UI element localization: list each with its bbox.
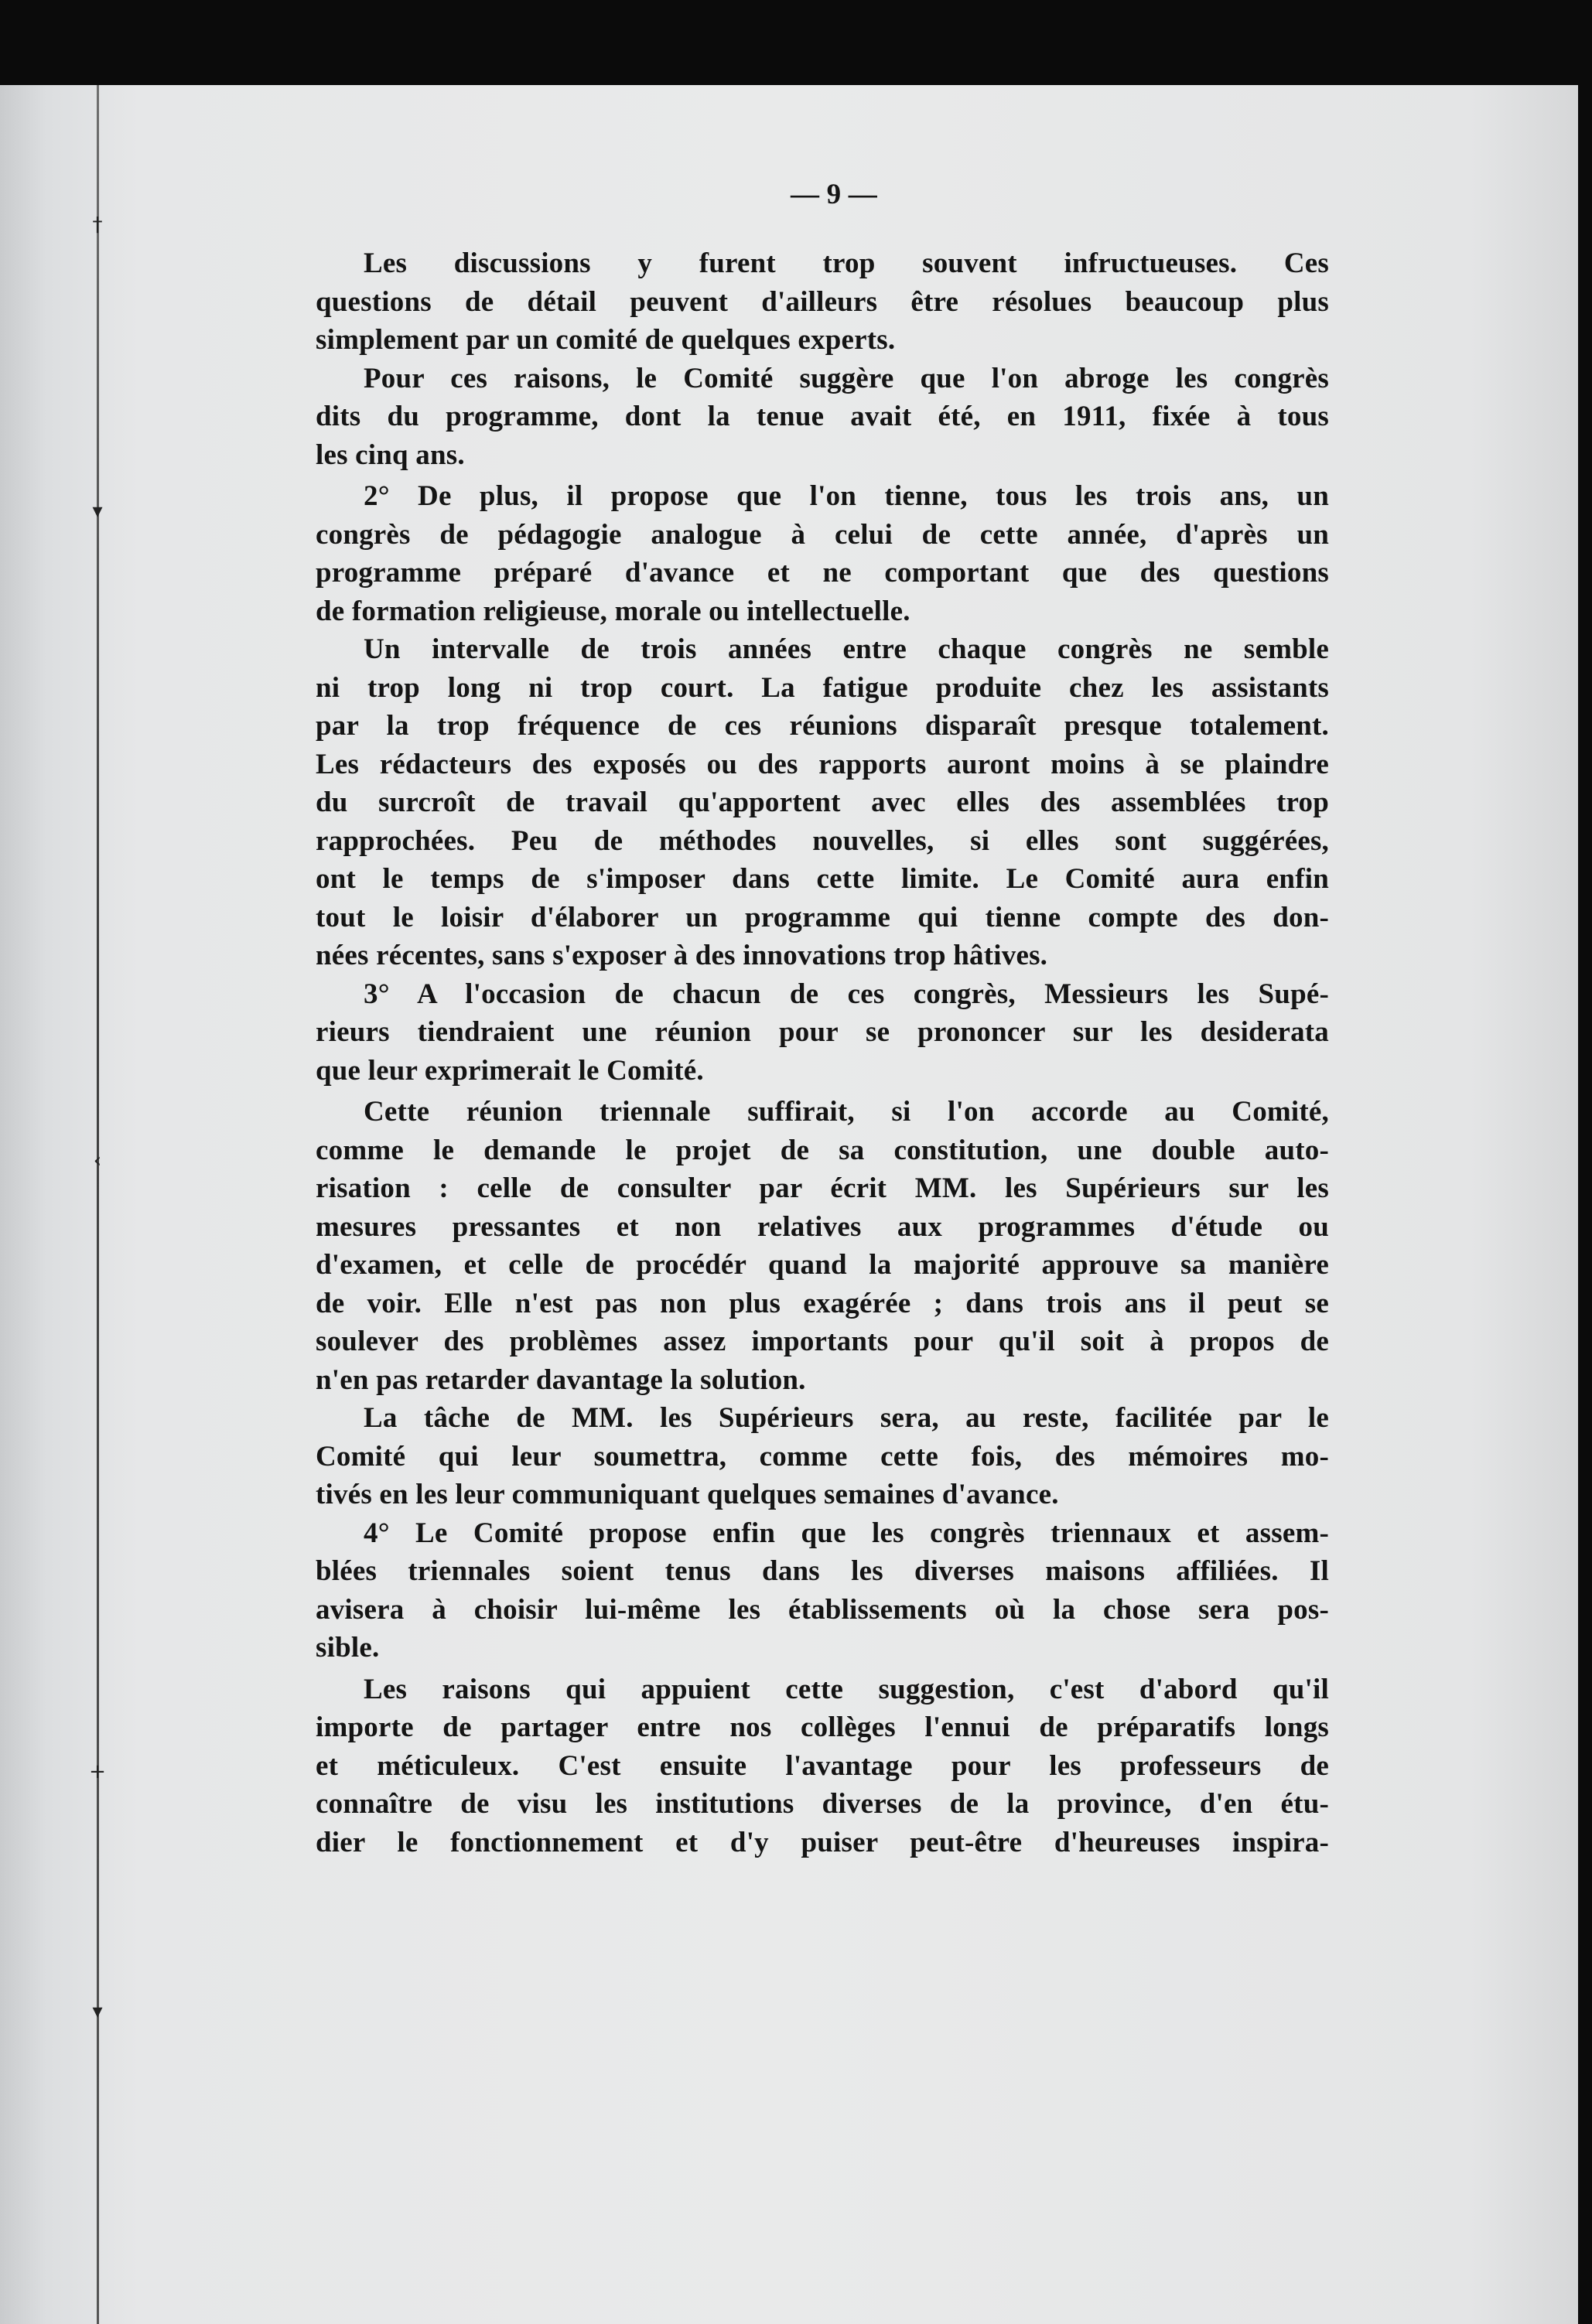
paragraph [316, 360, 1329, 475]
text-line: de formation religieuse, morale ou intellectuelle. [316, 595, 910, 627]
text-line: Les rédacteurs des exposés ou des rapports auront moins à se plaindre [316, 748, 1329, 780]
body-text [316, 179, 1329, 1862]
text-line: d'examen, et celle de procédér quand la majorité approuve sa manière [316, 1249, 1329, 1281]
binding-mark: ▾ [92, 2000, 103, 2023]
text-line: soulever des problèmes assez importants pour qu'il soit à propos de [316, 1326, 1329, 1357]
text-line: les cinq ans. [316, 439, 465, 471]
text-line: programme préparé d'avance et ne comportant que des questions [316, 557, 1329, 589]
text-line: que leur exprimerait le Comité. [316, 1054, 704, 1087]
binding-mark: + [89, 1760, 106, 1783]
text-line: par la trop fréquence de ces réunions disparaît presque totalement. [316, 710, 1329, 742]
text-line: ni trop long ni trop court. La fatigue produite chez les assistants [316, 671, 1329, 704]
text-line: dier le fonctionnement et d'y puiser peut-être d'heureuses inspira- [316, 1826, 1329, 1858]
text-line: de voir. Elle n'est pas non plus exagérée ; dans trois ans il peut se [316, 1287, 1329, 1319]
binding-mark: ▾ [92, 500, 103, 523]
text-line: 2° De plus, il propose que l'on tienne, tous les trois ans, un [364, 480, 1329, 512]
text-line: du surcroît de travail qu'apportent avec elles des assemblées trop [316, 787, 1329, 818]
text-line: connaître de visu les institutions diverses de la province, d'en étu- [316, 1788, 1329, 1820]
text-line: mesures pressantes et non relatives aux programmes d'étude ou [316, 1210, 1329, 1243]
text-line: congrès de pédagogie analogue à celui de cette année, d'après un [316, 518, 1329, 551]
paragraph [316, 1514, 1329, 1667]
text-line: n'en pas retarder davantage la solution. [316, 1363, 806, 1396]
text-line: tout le loisir d'élaborer un programme qui tienne compte des don- [316, 901, 1329, 933]
paragraph [316, 975, 1329, 1090]
text-line: 3° A l'occasion de chacun de ces congrès, Messieurs les Supé- [364, 978, 1329, 1010]
text-line: importe de partager entre nos collèges l'ennui de préparatifs longs [316, 1711, 1329, 1743]
text-line: 4° Le Comité propose enfin que les congrès triennaux et assem- [364, 1517, 1329, 1549]
text-line: Les discussions y furent trop souvent infructueuses. Ces [364, 247, 1329, 279]
text-line: nées récentes, sans s'exposer à des innovations trop hâtives. [316, 940, 1048, 971]
text-line: dits du programme, dont la tenue avait été, en 1911, fixée à tous [316, 401, 1329, 432]
paragraph [316, 1399, 1329, 1514]
text-line: rapprochées. Peu de méthodes nouvelles, si elles sont suggérées, [316, 824, 1329, 857]
text-line: et méticuleux. C'est ensuite l'avantage pour les professeurs de [316, 1749, 1329, 1782]
text-line: sible. [316, 1632, 380, 1664]
paragraph [316, 244, 1329, 360]
binding-mark: ‹ [93, 1149, 102, 1172]
text-line: ont le temps de s'imposer dans cette limite. Le Comité aura enfin [316, 863, 1329, 895]
paragraph [316, 1670, 1329, 1862]
text-line: rieurs tiendraient une réunion pour se prononcer sur les desiderata [316, 1016, 1329, 1048]
text-line: risation : celle de consulter par écrit MM. les Supérieurs sur les [316, 1172, 1329, 1204]
text-line: tivés en les leur communiquant quelques semaines d'avance. [316, 1479, 1059, 1510]
text-line: Un intervalle de trois années entre chaque congrès ne semble [364, 633, 1329, 665]
text-line: avisera à choisir lui-même les établissements où la chose sera pos- [316, 1593, 1329, 1626]
paragraph [316, 1093, 1329, 1399]
paragraph [316, 477, 1329, 630]
text-line: questions de détail peuvent d'ailleurs être résolues beaucoup plus [316, 285, 1329, 318]
text-line: blées triennales soient tenus dans les diverses maisons affiliées. Il [316, 1555, 1329, 1587]
binding-mark: † [92, 213, 103, 237]
text-line: comme le demande le projet de sa constitution, une double auto- [316, 1134, 1329, 1166]
text-line: Comité qui leur soumettra, comme cette fois, des mémoires mo- [316, 1440, 1329, 1473]
text-line: Cette réunion triennale suffirait, si l'on accorde au Comité, [364, 1096, 1329, 1128]
text-line: simplement par un comité de quelques experts. [316, 324, 896, 356]
text-line: Pour ces raisons, le Comité suggère que l'on abroge les congrès [364, 362, 1329, 394]
page-number: — 9 — [791, 179, 877, 210]
paragraph [316, 630, 1329, 975]
text-line: Les raisons qui appuient cette suggestion, c'est d'abord qu'il [364, 1673, 1329, 1705]
text-line: La tâche de MM. les Supérieurs sera, au reste, facilitée par le [364, 1402, 1329, 1434]
binding-edge [97, 85, 99, 2324]
